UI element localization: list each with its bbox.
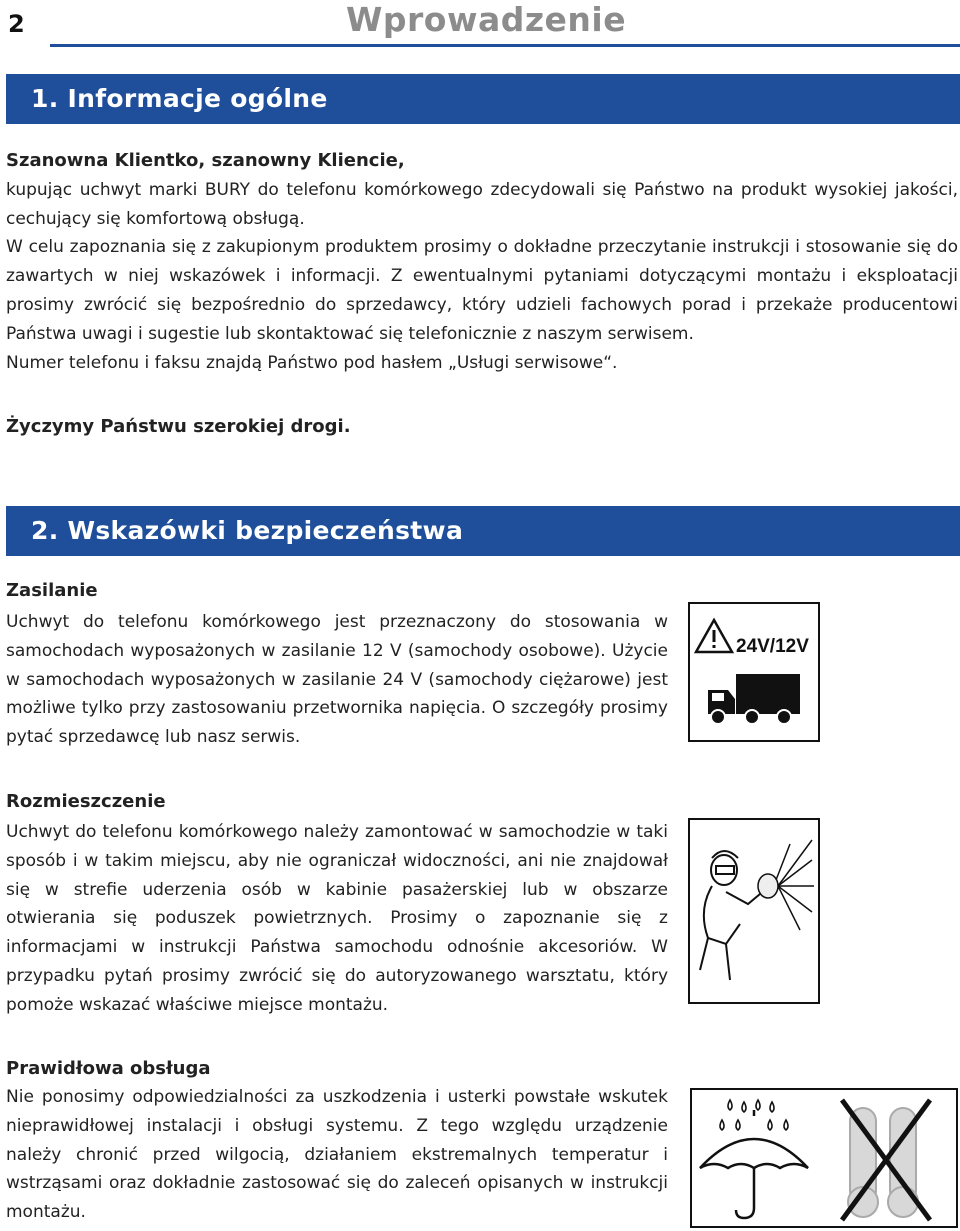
intro-paragraph: kupując uchwyt marki BURY do telefonu komórkowego zdecydowali się Państwo na produkt wysokiej jakości, cechujący się komfortową obsługą. (6, 179, 958, 229)
warning-triangle-icon (696, 620, 732, 652)
airbag-figure (688, 818, 820, 1004)
section-heading-general-info: 1. Informacje ogólne (6, 74, 960, 124)
moisture-temperature-figure (690, 1088, 958, 1228)
section-heading-safety: 2. Wskazówki bezpieczeństwa (6, 506, 960, 556)
placement-body (6, 818, 668, 1020)
handling-subheading: Prawidłowa obsługa (6, 1058, 211, 1079)
voltage-truck-illustration (690, 604, 818, 740)
power-paragraph: Uchwyt do telefonu komórkowego jest przeznaczony do stosowania w samochodach wyposażonych w zasilanie 12 V (samochody osobowe). Użycie w samochodach wyposażonych w zasilanie 24 V (samochody ciężarowe) jest możliwe tylko przy zastosowaniu przetwornika napięcia. O szczegóły prosimy pytać sprzedawcę lub nasz serwis. (6, 612, 668, 748)
greeting: Szanowna Klientko, szanowny Kliencie, (6, 150, 405, 171)
umbrella-icon (700, 1110, 808, 1218)
power-body (6, 608, 668, 752)
voltage-truck-figure (688, 602, 820, 742)
chapter-title: Wprowadzenie (346, 0, 627, 39)
page-number: 2 (8, 10, 25, 38)
phone-paragraph: Numer telefonu i faksu znajdą Państwo pod hasłem „Usługi serwisowe“. (6, 352, 618, 373)
signoff: Życzymy Państwu szerokiej drogi. (6, 416, 351, 437)
thermometer-crossed-icon (842, 1100, 930, 1220)
handling-body (6, 1083, 668, 1227)
voltage-label: 24V/12V (736, 636, 809, 657)
truck-icon (708, 674, 800, 724)
moisture-temperature-illustration (692, 1090, 956, 1226)
airbag-illustration (690, 820, 818, 1002)
section1-body (6, 147, 958, 377)
header-rule (50, 44, 960, 47)
airbag-burst-icon (758, 840, 814, 930)
placement-paragraph: Uchwyt do telefonu komórkowego należy zamontować w samochodzie w taki sposób i w takim miejscu, aby nie ograniczał widoczności, ani nie znajdował się w strefie uderzenia osób w kabinie pasażerskiej lub w obszarze otwierania się poduszek powietrznych. Prosimy o zapoznanie się z informacjami w instrukcji Państwa samochodu odnośnie akcesoriów. W przypadku pytań prosimy zwrócić się do autoryzowanego warsztatu, który pomoże wskazać właściwe miejsce montażu. (6, 822, 668, 1015)
handling-paragraph: Nie ponosimy odpowiedzialności za uszkodzenia i usterki powstałe wskutek nieprawidłowej instalacji i obsługi systemu. Z tego względu urządzenie należy chronić przed wilgocią, działaniem ekstremalnych temperatur i wstrząsami oraz dokładnie zastosować się do zaleceń opisanych w instrukcji montażu. (6, 1087, 668, 1223)
power-subheading: Zasilanie (6, 580, 98, 601)
passenger-icon (700, 851, 760, 980)
contact-paragraph: W celu zapoznania się z zakupionym produktem prosimy o dokładne przeczytanie instrukcji i stosowanie się do zawartych w niej wskazówek i informacji. Z ewentualnymi pytaniami dotyczącymi montażu i eksploatacji prosimy zwrócić się bezpośrednio do sprzedawcy, który udzieli fachowych porad i przekaże producentowi Państwa uwagi i sugestie lub skontaktować się telefonicznie z naszym serwisem. (6, 237, 958, 344)
placement-subheading: Rozmieszczenie (6, 791, 166, 812)
